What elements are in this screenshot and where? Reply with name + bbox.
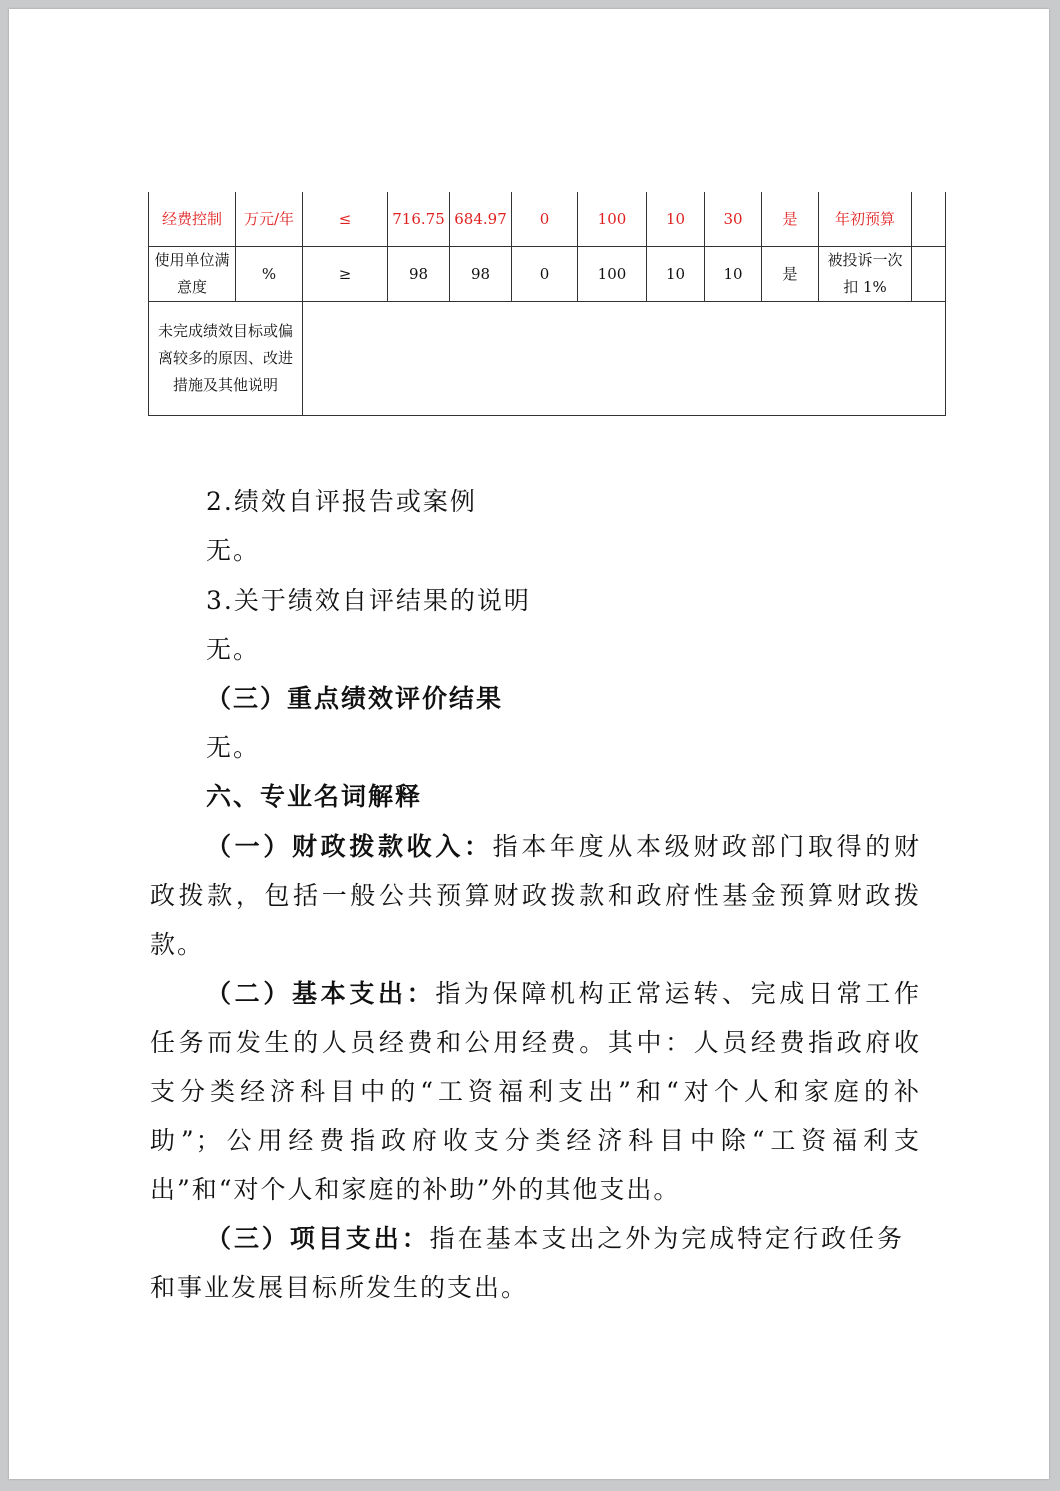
table-row [149,247,946,302]
paragraph-line: 政拨款，包括一般公共预算财政拨款和政府性基金预算财政拨 [150,881,921,910]
paragraph: 无。 [206,635,261,664]
performance-table [148,192,946,416]
definition-text: 指在基本支出之外为完成特定行政任务 [429,1224,904,1253]
heading-self-eval-result: 3.关于绩效自评结果的说明 [206,586,531,615]
table-cell: 100 [578,192,647,247]
table-cell: 万元/年 [236,192,303,247]
table-cell: 716.75 [388,192,450,247]
table-cell [912,247,946,302]
term: （二）基本支出： [206,979,436,1008]
table-cell: 是 [762,247,819,302]
table-cell: 98 [450,247,512,302]
table-row [149,302,946,416]
paragraph: 无。 [206,536,261,565]
heading-self-eval-report: 2.绩效自评报告或案例 [206,487,477,516]
table-cell: 年初预算 [819,192,912,247]
section-heading: 六、专业名词解释 [206,782,423,811]
table-cell: 100 [578,247,647,302]
table-cell: 30 [705,192,762,247]
definition-text: 指本年度从本级财政部门取得的财 [492,832,921,861]
table-cell: 经费控制 [149,192,236,247]
table-cell: 被投诉一次扣 1% [819,247,912,302]
table-cell: 0 [512,247,578,302]
heading-key-eval: （三）重点绩效评价结果 [206,684,504,713]
term: （三）项目支出： [206,1224,430,1253]
table-row [149,192,946,247]
paragraph-line: 和事业发展目标所发生的支出。 [150,1273,529,1302]
paragraph-line [206,1219,904,1255]
table-cell: 10 [705,247,762,302]
definition-text: 指为保障机构正常运转、完成日常工作 [435,979,921,1008]
paragraph-line: 款。 [150,930,205,959]
table-cell: ≥ [303,247,388,302]
table-cell: 是 [762,192,819,247]
paragraph: 无。 [206,733,261,762]
table-cell [912,192,946,247]
note-label-cell: 未完成绩效目标或偏离较多的原因、改进措施及其他说明 [149,302,303,416]
term: （一）财政拨款收入： [206,832,493,861]
table-cell: 10 [647,192,705,247]
document-page [9,9,1049,1479]
paragraph-line: 任务而发生的人员经费和公用经费。其中：人员经费指政府收 [150,1028,921,1057]
paragraph-line: 出”和“对个人和家庭的补助”外的其他支出。 [150,1175,681,1204]
table-cell: 98 [388,247,450,302]
table-cell: 0 [512,192,578,247]
table-cell: 684.97 [450,192,512,247]
paragraph-line: 支分类经济科目中的“工资福利支出”和“对个人和家庭的补 [150,1077,921,1106]
table-cell: 使用单位满意度 [149,247,236,302]
paragraph-line: 助”；公用经费指政府收支分类经济科目中除“工资福利支 [150,1126,921,1155]
note-value-cell [303,302,946,416]
table-cell: 10 [647,247,705,302]
table-cell: % [236,247,303,302]
paragraph-line [206,974,921,1010]
table-cell: ≤ [303,192,388,247]
paragraph-line [206,827,921,863]
